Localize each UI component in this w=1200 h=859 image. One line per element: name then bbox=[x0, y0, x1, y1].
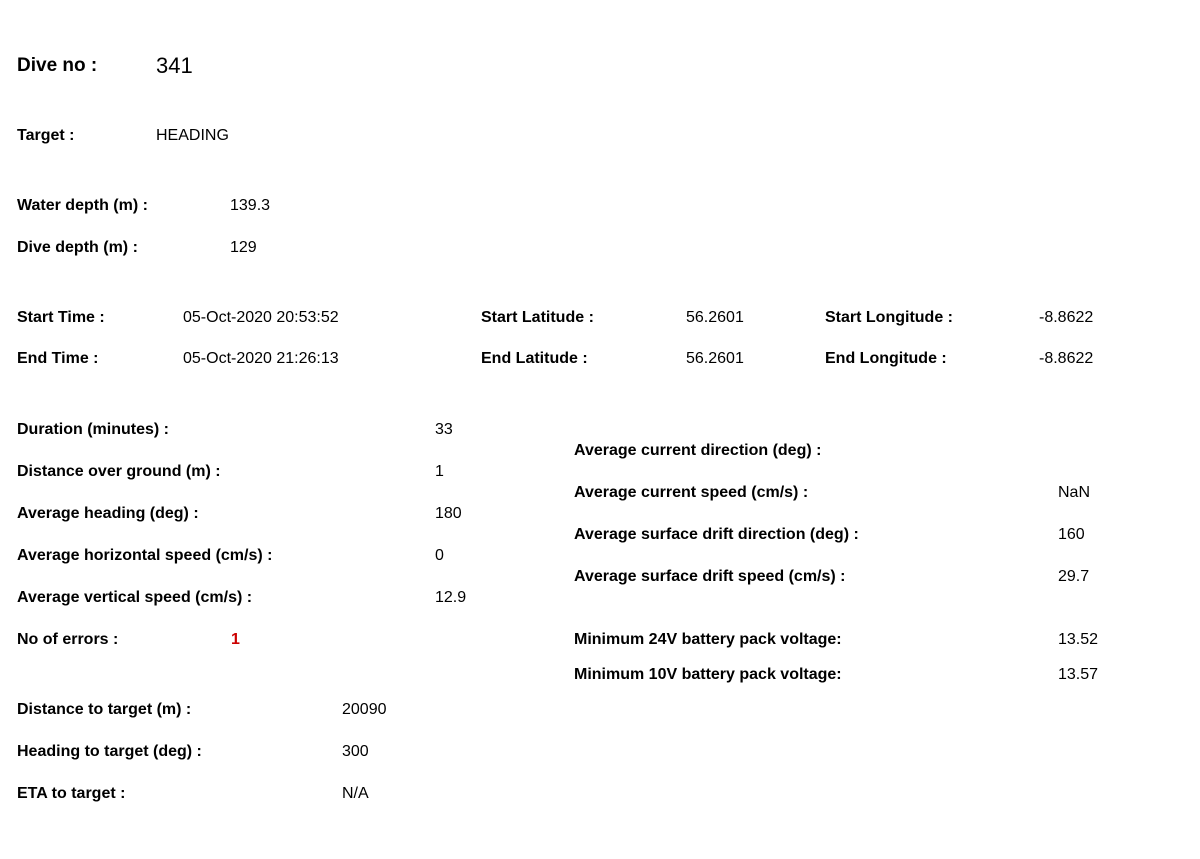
dive-depth-label: Dive depth (m) : bbox=[17, 239, 138, 256]
average-surface-drift-direction-value: 160 bbox=[1058, 526, 1085, 543]
battery-10v-value: 13.57 bbox=[1058, 666, 1099, 683]
start-longitude-label: Start Longitude : bbox=[825, 309, 953, 326]
distance-over-ground-value: 1 bbox=[435, 463, 444, 480]
average-surface-drift-direction-label: Average surface drift direction (deg) : bbox=[574, 526, 859, 543]
end-time-value: 05-Oct-2020 21:26:13 bbox=[183, 350, 339, 367]
start-latitude-label: Start Latitude : bbox=[481, 309, 594, 326]
distance-to-target-label: Distance to target (m) : bbox=[17, 701, 192, 718]
errors-label: No of errors : bbox=[17, 631, 119, 648]
target-value: HEADING bbox=[156, 127, 229, 144]
average-current-direction-label: Average current direction (deg) : bbox=[574, 442, 822, 459]
average-heading-label: Average heading (deg) : bbox=[17, 505, 199, 522]
heading-to-target-label: Heading to target (deg) : bbox=[17, 743, 202, 760]
average-horizontal-speed-value: 0 bbox=[435, 547, 444, 564]
start-latitude-value: 56.2601 bbox=[686, 309, 744, 326]
distance-to-target-value: 20090 bbox=[342, 701, 387, 718]
water-depth-value: 139.3 bbox=[230, 197, 271, 214]
eta-to-target-label: ETA to target : bbox=[17, 785, 126, 802]
target-label: Target : bbox=[17, 127, 75, 144]
battery-24v-value: 13.52 bbox=[1058, 631, 1099, 648]
start-time-label: Start Time : bbox=[17, 309, 105, 326]
start-longitude-value: -8.8622 bbox=[1039, 309, 1094, 326]
duration-value: 33 bbox=[435, 421, 453, 438]
eta-to-target-value: N/A bbox=[342, 785, 369, 802]
dive-depth-value: 129 bbox=[230, 239, 257, 256]
distance-over-ground-label: Distance over ground (m) : bbox=[17, 463, 221, 480]
average-heading-value: 180 bbox=[435, 505, 462, 522]
average-surface-drift-speed-label: Average surface drift speed (cm/s) : bbox=[574, 568, 846, 585]
average-horizontal-speed-label: Average horizontal speed (cm/s) : bbox=[17, 547, 273, 564]
average-current-speed-label: Average current speed (cm/s) : bbox=[574, 484, 809, 501]
end-latitude-value: 56.2601 bbox=[686, 350, 744, 367]
errors-value: 1 bbox=[231, 631, 240, 648]
start-time-value: 05-Oct-2020 20:53:52 bbox=[183, 309, 339, 326]
end-latitude-label: End Latitude : bbox=[481, 350, 588, 367]
end-time-label: End Time : bbox=[17, 350, 99, 367]
battery-10v-label: Minimum 10V battery pack voltage: bbox=[574, 666, 842, 683]
average-vertical-speed-label: Average vertical speed (cm/s) : bbox=[17, 589, 253, 606]
dive-no-value: 341 bbox=[156, 53, 193, 78]
dive-no-label: Dive no : bbox=[17, 55, 98, 76]
battery-24v-label: Minimum 24V battery pack voltage: bbox=[574, 631, 842, 648]
average-vertical-speed-value: 12.9 bbox=[435, 589, 467, 606]
end-longitude-value: -8.8622 bbox=[1039, 350, 1094, 367]
end-longitude-label: End Longitude : bbox=[825, 350, 947, 367]
water-depth-label: Water depth (m) : bbox=[17, 197, 148, 214]
average-current-speed-value: NaN bbox=[1058, 484, 1091, 501]
duration-label: Duration (minutes) : bbox=[17, 421, 169, 438]
average-surface-drift-speed-value: 29.7 bbox=[1058, 568, 1090, 585]
heading-to-target-value: 300 bbox=[342, 743, 369, 760]
